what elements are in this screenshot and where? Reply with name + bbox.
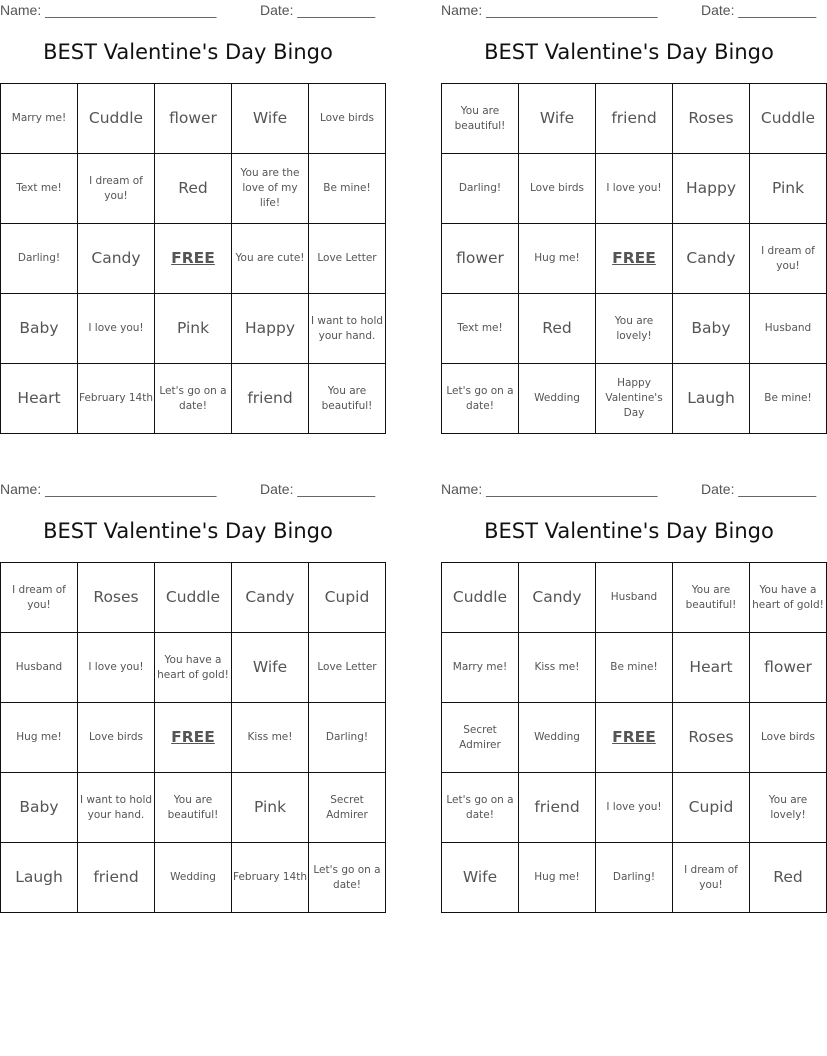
bingo-cell[interactable]: Baby <box>673 294 750 364</box>
bingo-grid <box>0 83 386 434</box>
grid-row <box>442 224 827 294</box>
bingo-cell[interactable]: I want to hold your hand. <box>78 773 155 843</box>
bingo-cell[interactable]: Candy <box>673 224 750 294</box>
grid-row <box>442 84 827 154</box>
grid-row <box>442 294 827 364</box>
bingo-cell[interactable]: Be mine! <box>309 154 386 224</box>
bingo-cell[interactable]: flower <box>750 633 827 703</box>
bingo-cell[interactable]: Text me! <box>442 294 519 364</box>
grid-row <box>1 294 386 364</box>
grid-row <box>442 843 827 913</box>
bingo-cell[interactable]: Cuddle <box>750 84 827 154</box>
bingo-cell[interactable]: Let's go on a date! <box>155 364 232 434</box>
grid-row <box>442 633 827 703</box>
bingo-cell[interactable]: Wife <box>519 84 596 154</box>
bingo-cell[interactable]: Let's go on a date! <box>442 773 519 843</box>
bingo-cell[interactable]: Wedding <box>519 364 596 434</box>
free-cell[interactable]: FREE <box>155 224 232 294</box>
bingo-cell[interactable]: Let's go on a date! <box>309 843 386 913</box>
free-cell[interactable]: FREE <box>596 703 673 773</box>
bingo-cell[interactable]: Happy <box>232 294 309 364</box>
bingo-grid <box>441 83 827 434</box>
bingo-cell[interactable]: flower <box>442 224 519 294</box>
grid-row <box>1 633 386 703</box>
bingo-cell[interactable]: flower <box>155 84 232 154</box>
bingo-cell[interactable]: I dream of you! <box>673 843 750 913</box>
bingo-cell[interactable]: Wife <box>232 633 309 703</box>
bingo-cell[interactable]: Love birds <box>519 154 596 224</box>
grid-row <box>1 563 386 633</box>
name-date-line <box>441 481 817 497</box>
bingo-cell[interactable]: Cupid <box>673 773 750 843</box>
bingo-cell[interactable]: Hug me! <box>519 843 596 913</box>
bingo-cell[interactable]: Wife <box>232 84 309 154</box>
bingo-cell[interactable]: Husband <box>1 633 78 703</box>
bingo-cell[interactable]: You are beautiful! <box>673 563 750 633</box>
bingo-cell[interactable]: friend <box>519 773 596 843</box>
grid-row <box>442 563 827 633</box>
bingo-cell[interactable]: Darling! <box>309 703 386 773</box>
free-cell[interactable]: FREE <box>596 224 673 294</box>
bingo-cell[interactable]: Love Letter <box>309 224 386 294</box>
date-field[interactable]: Date: __________ <box>260 481 376 497</box>
bingo-cell[interactable]: You are cute! <box>232 224 309 294</box>
bingo-cell[interactable]: Laugh <box>1 843 78 913</box>
bingo-cell[interactable]: You are beautiful! <box>442 84 519 154</box>
grid-row <box>1 773 386 843</box>
bingo-cell[interactable]: Roses <box>78 563 155 633</box>
bingo-cell[interactable]: I love you! <box>596 154 673 224</box>
free-cell[interactable]: FREE <box>155 703 232 773</box>
bingo-cell[interactable]: Cuddle <box>155 563 232 633</box>
bingo-cell[interactable]: Wedding <box>155 843 232 913</box>
bingo-cell[interactable]: You have a heart of gold! <box>750 563 827 633</box>
bingo-cell[interactable]: Be mine! <box>750 364 827 434</box>
bingo-cell[interactable]: You are lovely! <box>750 773 827 843</box>
bingo-cell[interactable]: Laugh <box>673 364 750 434</box>
bingo-cell[interactable]: Secret Admirer <box>309 773 386 843</box>
bingo-cell[interactable]: Darling! <box>442 154 519 224</box>
grid-row <box>1 364 386 434</box>
bingo-cell[interactable]: Be mine! <box>596 633 673 703</box>
grid-row <box>1 84 386 154</box>
bingo-cell[interactable]: I dream of you! <box>750 224 827 294</box>
bingo-cell[interactable]: Red <box>519 294 596 364</box>
bingo-cell[interactable]: Love birds <box>78 703 155 773</box>
bingo-cell[interactable]: Pink <box>155 294 232 364</box>
name-date-line <box>0 2 376 18</box>
grid-row <box>1 843 386 913</box>
bingo-cell[interactable]: Roses <box>673 84 750 154</box>
card-title: BEST Valentine's Day Bingo <box>43 519 333 543</box>
grid-row <box>442 773 827 843</box>
card-title: BEST Valentine's Day Bingo <box>484 40 774 64</box>
bingo-cell[interactable]: Wedding <box>519 703 596 773</box>
grid-row <box>442 154 827 224</box>
bingo-cell[interactable]: February 14th <box>232 843 309 913</box>
bingo-cell[interactable]: Candy <box>78 224 155 294</box>
bingo-cell[interactable]: You have a heart of gold! <box>155 633 232 703</box>
bingo-cell[interactable]: Love Letter <box>309 633 386 703</box>
grid-row <box>442 364 827 434</box>
bingo-cell[interactable]: Heart <box>1 364 78 434</box>
name-field[interactable]: Name: ______________________ <box>441 2 658 18</box>
bingo-cell[interactable]: Kiss me! <box>519 633 596 703</box>
grid-row <box>1 224 386 294</box>
card-title: BEST Valentine's Day Bingo <box>43 40 333 64</box>
bingo-cell[interactable]: Text me! <box>1 154 78 224</box>
card-title: BEST Valentine's Day Bingo <box>484 519 774 543</box>
bingo-cell[interactable]: You are lovely! <box>596 294 673 364</box>
bingo-cell[interactable]: Hug me! <box>519 224 596 294</box>
name-date-line <box>0 481 376 497</box>
bingo-cell[interactable]: Husband <box>750 294 827 364</box>
bingo-cell[interactable]: Secret Admirer <box>442 703 519 773</box>
bingo-cell[interactable]: You are beautiful! <box>309 364 386 434</box>
bingo-cell[interactable]: I love you! <box>78 633 155 703</box>
bingo-cell[interactable]: Love birds <box>309 84 386 154</box>
date-field[interactable]: Date: __________ <box>701 2 817 18</box>
bingo-cell[interactable]: friend <box>78 843 155 913</box>
name-field[interactable]: Name: ______________________ <box>0 481 217 497</box>
bingo-cell[interactable]: You are beautiful! <box>155 773 232 843</box>
bingo-cell[interactable]: friend <box>232 364 309 434</box>
bingo-cell[interactable]: Husband <box>596 563 673 633</box>
bingo-cell[interactable]: I want to hold your hand. <box>309 294 386 364</box>
bingo-cell[interactable]: Marry me! <box>442 633 519 703</box>
bingo-cell[interactable]: Cuddle <box>78 84 155 154</box>
bingo-cell[interactable]: Wife <box>442 843 519 913</box>
bingo-cell[interactable]: Happy Valentine's Day <box>596 364 673 434</box>
bingo-cell[interactable]: I dream of you! <box>1 563 78 633</box>
bingo-cell[interactable]: Red <box>750 843 827 913</box>
bingo-cell[interactable]: Red <box>155 154 232 224</box>
bingo-cell[interactable]: Candy <box>232 563 309 633</box>
bingo-cell[interactable]: Let's go on a date! <box>442 364 519 434</box>
bingo-cell[interactable]: I dream of you! <box>78 154 155 224</box>
bingo-cell[interactable]: Hug me! <box>1 703 78 773</box>
bingo-cell[interactable]: Marry me! <box>1 84 78 154</box>
bingo-grid <box>0 562 386 913</box>
date-field[interactable]: Date: __________ <box>701 481 817 497</box>
bingo-cell[interactable]: Candy <box>519 563 596 633</box>
bingo-cell[interactable]: Kiss me! <box>232 703 309 773</box>
bingo-cell[interactable]: Love birds <box>750 703 827 773</box>
bingo-cell[interactable]: friend <box>596 84 673 154</box>
bingo-cell[interactable]: Darling! <box>1 224 78 294</box>
date-field[interactable]: Date: __________ <box>260 2 376 18</box>
bingo-cell[interactable]: Baby <box>1 294 78 364</box>
grid-row <box>442 703 827 773</box>
grid-row <box>1 703 386 773</box>
name-date-line <box>441 2 817 18</box>
bingo-cell[interactable]: Baby <box>1 773 78 843</box>
bingo-cell[interactable]: Darling! <box>596 843 673 913</box>
name-field[interactable]: Name: ______________________ <box>441 481 658 497</box>
name-field[interactable]: Name: ______________________ <box>0 2 217 18</box>
bingo-cell[interactable]: Happy <box>673 154 750 224</box>
bingo-cell[interactable]: Cuddle <box>442 563 519 633</box>
bingo-cell[interactable]: Pink <box>232 773 309 843</box>
bingo-cell[interactable]: Heart <box>673 633 750 703</box>
bingo-cell[interactable]: Cupid <box>309 563 386 633</box>
grid-row <box>1 154 386 224</box>
bingo-cell[interactable]: I love you! <box>78 294 155 364</box>
bingo-cell[interactable]: Roses <box>673 703 750 773</box>
bingo-grid <box>441 562 827 913</box>
bingo-cell[interactable]: Pink <box>750 154 827 224</box>
bingo-cell[interactable]: I love you! <box>596 773 673 843</box>
bingo-cell[interactable]: You are the love of my life! <box>232 154 309 224</box>
bingo-cell[interactable]: February 14th <box>78 364 155 434</box>
